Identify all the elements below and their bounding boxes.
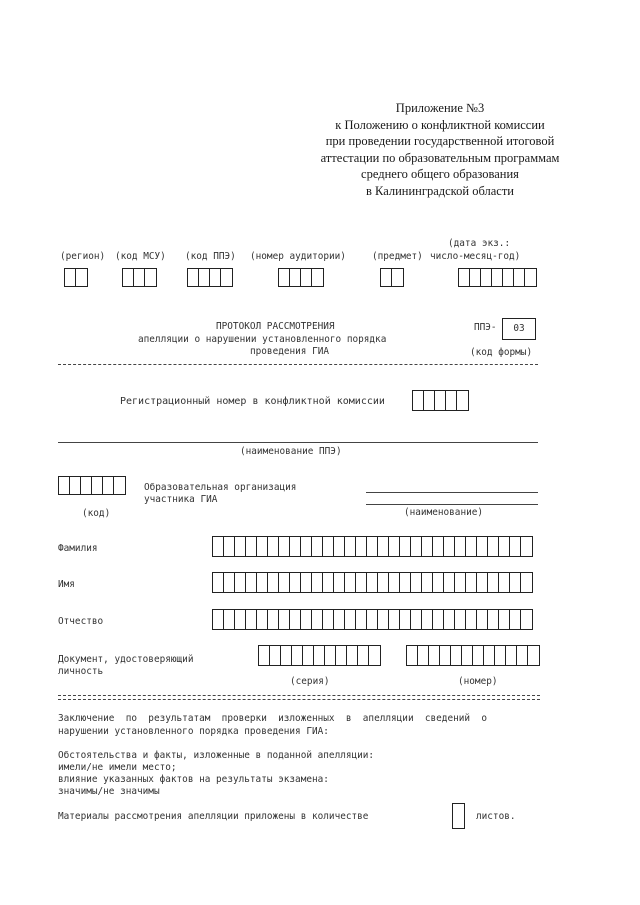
patronymic-input[interactable] — [212, 609, 533, 630]
document-number-input[interactable] — [406, 645, 540, 666]
materials-text: Материалы рассмотрения апелляции приложены в количестве — [58, 811, 369, 822]
surname-input[interactable] — [212, 536, 533, 557]
ppe-code-input[interactable] — [187, 268, 233, 287]
date-input[interactable] — [458, 268, 537, 287]
ppe-code-label: (код ППЭ) — [185, 251, 236, 262]
appendix-line-2: к Положению о конфликтной комиссии — [335, 117, 545, 132]
date-label-top: (дата экз.: — [448, 238, 511, 249]
document-series-label: (серия) — [290, 676, 330, 687]
ppe-name-label: (наименование ППЭ) — [240, 446, 342, 457]
organization-label-1: Образовательная организация — [144, 482, 297, 493]
conclusion-line-5: влияние указанных фактов на результаты экзамена: — [58, 774, 329, 785]
auditorium-label: (номер аудитории) — [250, 251, 346, 262]
protocol-subtitle-1: апелляции о нарушении установленного порядка — [138, 334, 387, 345]
form-code-label: (код формы) — [470, 347, 533, 358]
subject-label: (предмет) — [372, 251, 423, 262]
date-label-bottom: число-месяц-год) — [430, 251, 521, 262]
materials-suffix: листов. — [476, 811, 516, 822]
auditorium-input[interactable] — [278, 268, 324, 287]
conclusion-line-4: имели/не имели место; — [58, 762, 177, 773]
protocol-title: ПРОТОКОЛ РАССМОТРЕНИЯ — [216, 321, 335, 332]
msu-input[interactable] — [122, 268, 157, 287]
organization-code-label: (код) — [82, 508, 111, 519]
document-label-2: личность — [58, 666, 104, 677]
name-input[interactable] — [212, 572, 533, 593]
conclusion-line-2: нарушении установленного порядка проведения ГИА: — [58, 726, 329, 737]
region-input[interactable] — [64, 268, 88, 287]
materials-count-input[interactable] — [452, 803, 465, 829]
form-prefix: ППЭ- — [474, 322, 497, 333]
surname-label: Фамилия — [58, 543, 98, 554]
divider-1 — [58, 364, 538, 365]
document-number-label: (номер) — [458, 676, 498, 687]
appendix-line-3: при проведении государственной итоговой — [325, 134, 555, 149]
conclusion-line-3: Обстоятельства и факты, изложенные в поданной апелляции: — [58, 750, 375, 761]
organization-name-label: (наименование) — [404, 507, 484, 518]
name-label: Имя — [58, 579, 75, 590]
msu-label: (код МСУ) — [115, 251, 166, 262]
patronymic-label: Отчество — [58, 616, 104, 627]
form-code-box: 03 — [502, 318, 536, 340]
appendix-title: Приложение №3 — [395, 101, 485, 115]
subject-input[interactable] — [380, 268, 404, 287]
organization-name-line-1[interactable] — [366, 492, 538, 493]
region-label: (регион) — [60, 251, 106, 262]
document-label-1: Документ, удостоверяющий — [58, 654, 194, 665]
divider-2 — [58, 695, 540, 696]
appendix-header — [300, 100, 580, 200]
appendix-line-6: в Калининградской области — [366, 183, 514, 198]
protocol-subtitle-2: проведения ГИА — [250, 346, 330, 357]
ppe-name-line[interactable] — [58, 442, 538, 443]
conclusion-line-6: значимы/не значимы — [58, 786, 160, 797]
registration-label: Регистрационный номер в конфликтной комиссии — [120, 396, 385, 407]
organization-label-2: участника ГИА — [144, 494, 218, 505]
registration-input[interactable] — [412, 390, 469, 411]
divider-3 — [58, 699, 540, 700]
organization-code-input[interactable] — [58, 476, 126, 495]
appendix-line-5: среднего общего образования — [361, 167, 519, 182]
document-series-input[interactable] — [258, 645, 381, 666]
appendix-line-4: аттестации по образовательным программам — [320, 150, 560, 165]
conclusion-line-1: Заключение по результатам проверки изложенных в апелляции сведений о — [58, 713, 487, 724]
organization-name-line-2[interactable] — [366, 504, 538, 505]
